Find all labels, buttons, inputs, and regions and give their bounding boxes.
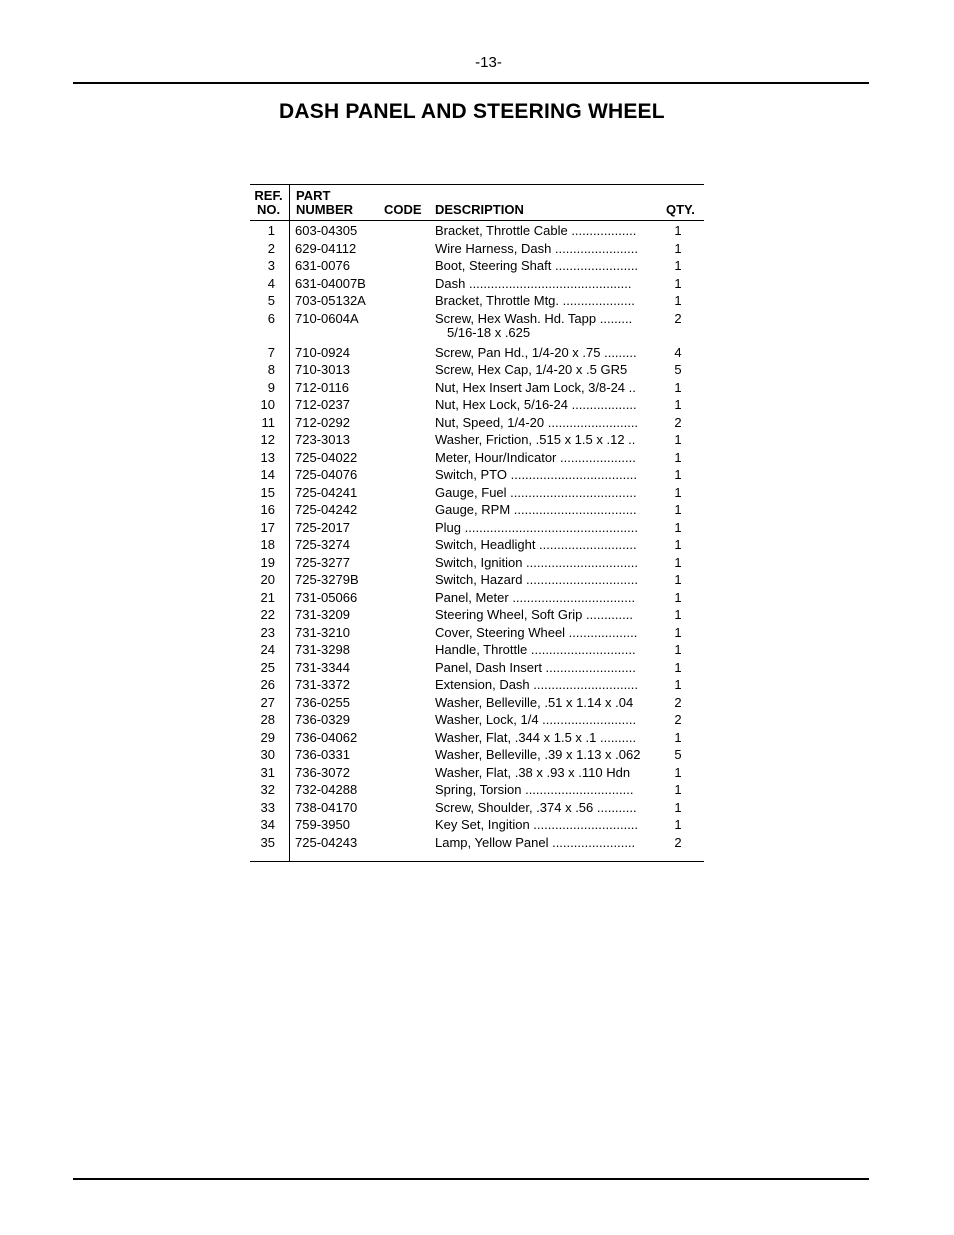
table-row <box>250 799 704 817</box>
description-cell: Washer, Belleville, .39 x 1.13 x .062 <box>435 747 641 762</box>
qty-cell: 1 <box>674 659 682 675</box>
ref-cell: 11 <box>261 414 275 430</box>
header-part-line1: PART <box>296 188 331 203</box>
description-cell: Switch, Hazard ............................... <box>435 572 638 587</box>
qty-cell: 4 <box>674 344 682 360</box>
description-cell: Dash ............................................. <box>435 275 632 291</box>
description-cell: Boot, Steering Shaft ....................... <box>435 258 639 273</box>
ref-cell: 24 <box>260 642 275 657</box>
part-number-cell: 703-05132A <box>295 293 366 308</box>
part-number-cell: 731-3210 <box>295 624 350 640</box>
qty-cell: 1 <box>674 642 682 657</box>
table-row <box>250 676 704 694</box>
part-number-cell: 629-04112 <box>295 240 357 256</box>
part-number-cell: 725-3274 <box>295 537 350 552</box>
table-row <box>250 729 704 747</box>
description-cell: Extension, Dash ............................. <box>435 677 639 692</box>
table-row <box>250 659 704 677</box>
header-code: CODE <box>384 202 422 217</box>
description-cell: Nut, Hex Insert Jam Lock, 3/8-24 .. <box>435 379 636 395</box>
qty-cell: 1 <box>674 799 682 815</box>
ref-cell: 28 <box>260 712 275 727</box>
ref-cell: 32 <box>260 782 275 797</box>
description-cell: Wire Harness, Dash ....................... <box>435 240 638 256</box>
part-number-cell: 736-3072 <box>295 764 350 780</box>
table-row <box>250 501 704 519</box>
ref-cell: 6 <box>267 310 275 326</box>
table-row <box>250 344 704 362</box>
parts-table <box>250 184 704 862</box>
part-number-cell: 725-04241 <box>295 484 358 500</box>
part-number-cell: 731-3209 <box>295 607 350 622</box>
qty-cell: 1 <box>674 240 682 256</box>
table-row <box>250 257 704 275</box>
table-row <box>250 571 704 589</box>
ref-cell: 35 <box>260 834 275 850</box>
qty-cell: 1 <box>674 554 682 570</box>
ref-cell: 21 <box>260 589 275 605</box>
part-number-cell: 759-3950 <box>295 817 350 832</box>
qty-cell: 5 <box>674 747 682 762</box>
qty-cell: 2 <box>674 834 682 850</box>
part-number-cell: 710-0604A <box>295 310 359 326</box>
part-number-cell: 732-04288 <box>295 782 358 797</box>
part-number-cell: 731-05066 <box>295 589 358 605</box>
qty-cell: 5 <box>674 362 682 377</box>
qty-cell: 1 <box>674 293 682 308</box>
qty-cell: 1 <box>674 449 682 465</box>
description-cell: Cover, Steering Wheel ................... <box>435 624 638 640</box>
qty-cell: 1 <box>674 729 682 745</box>
ref-cell: 7 <box>267 344 275 360</box>
ref-cell: 14 <box>260 467 275 482</box>
ref-cell: 4 <box>267 275 275 291</box>
description-cell: Panel, Dash Insert ......................... <box>435 659 636 675</box>
page-number: -13- <box>475 54 502 71</box>
ref-cell: 17 <box>260 519 275 535</box>
part-number-cell: 725-04243 <box>295 834 358 850</box>
ref-cell: 12 <box>260 432 275 447</box>
ref-cell: 25 <box>260 659 275 675</box>
table-row <box>250 414 704 432</box>
page-title: DASH PANEL AND STEERING WHEEL <box>279 100 665 123</box>
table-row <box>250 484 704 502</box>
description-cell: Bracket, Throttle Mtg. .................... <box>435 293 635 308</box>
table-body <box>250 222 704 851</box>
table-row <box>250 240 704 258</box>
table-row <box>250 816 704 834</box>
qty-cell: 1 <box>674 397 682 412</box>
table-row <box>250 554 704 572</box>
description-continuation-cell: 5/16-18 x .625 <box>447 324 531 340</box>
description-cell: Gauge, Fuel ................................... <box>435 484 637 500</box>
description-cell: Washer, Friction, .515 x 1.5 x .12 .. <box>435 432 636 447</box>
part-number-cell: 736-04062 <box>295 729 358 745</box>
ref-cell: 9 <box>267 379 275 395</box>
ref-cell: 30 <box>260 747 275 762</box>
description-cell: Key Set, Ingition ............................. <box>435 817 639 832</box>
description-cell: Spring, Torsion .............................. <box>435 782 634 797</box>
top-divider <box>73 82 869 84</box>
qty-cell: 1 <box>674 502 682 517</box>
table-row <box>250 310 704 344</box>
qty-cell: 1 <box>674 624 682 640</box>
table-row <box>250 641 704 659</box>
header-description: DESCRIPTION <box>435 202 524 217</box>
header-ref-line1: REF. <box>254 188 283 203</box>
description-cell: Nut, Speed, 1/4-20 ......................... <box>435 414 639 430</box>
bottom-divider <box>73 1178 869 1180</box>
qty-cell: 1 <box>674 379 682 395</box>
ref-cell: 18 <box>260 537 275 552</box>
part-number-cell: 725-04076 <box>295 467 358 482</box>
table-row <box>250 275 704 293</box>
part-number-cell: 725-04242 <box>295 502 358 517</box>
ref-cell: 13 <box>260 449 275 465</box>
header-part-number <box>296 189 353 217</box>
part-number-cell: 736-0331 <box>295 747 350 762</box>
description-cell: Meter, Hour/Indicator ..................... <box>435 449 636 465</box>
part-number-cell: 631-0076 <box>295 258 350 273</box>
table-row <box>250 781 704 799</box>
description-cell: Nut, Hex Lock, 5/16-24 .................. <box>435 397 637 412</box>
description-cell: Switch, PTO ................................... <box>435 467 638 482</box>
qty-cell: 1 <box>674 572 682 587</box>
description-cell: Screw, Hex Cap, 1/4-20 x .5 GR5 <box>435 362 628 377</box>
qty-cell: 1 <box>674 677 682 692</box>
qty-cell: 1 <box>674 275 682 291</box>
qty-cell: 1 <box>674 519 682 535</box>
ref-cell: 2 <box>267 240 275 256</box>
description-cell: Washer, Belleville, .51 x 1.14 x .04 <box>435 694 634 710</box>
part-number-cell: 736-0255 <box>295 694 350 710</box>
ref-cell: 22 <box>260 607 275 622</box>
ref-cell: 8 <box>267 362 275 377</box>
ref-cell: 29 <box>260 729 275 745</box>
table-header <box>250 185 704 221</box>
qty-cell: 1 <box>674 607 682 622</box>
table-row <box>250 431 704 449</box>
part-number-cell: 603-04305 <box>295 223 358 238</box>
description-cell: Gauge, RPM .................................. <box>435 502 637 517</box>
part-number-cell: 631-04007B <box>295 275 366 291</box>
table-row <box>250 292 704 310</box>
table-row <box>250 694 704 712</box>
qty-cell: 2 <box>674 712 682 727</box>
ref-cell: 27 <box>260 694 275 710</box>
description-cell: Switch, Ignition ............................... <box>435 554 639 570</box>
part-number-cell: 731-3298 <box>295 642 350 657</box>
table-row <box>250 764 704 782</box>
table-row <box>250 222 704 240</box>
part-number-cell: 712-0237 <box>295 397 350 412</box>
description-cell: Washer, Lock, 1/4 .......................... <box>435 712 637 727</box>
table-row <box>250 396 704 414</box>
ref-cell: 16 <box>260 502 275 517</box>
part-number-cell: 712-0116 <box>295 379 349 395</box>
table-row <box>250 519 704 537</box>
part-number-cell: 736-0329 <box>295 712 350 727</box>
part-number-cell: 725-2017 <box>295 519 350 535</box>
ref-cell: 3 <box>267 258 275 273</box>
header-ref <box>250 189 287 217</box>
header-ref-line2: NO. <box>256 202 281 217</box>
part-number-cell: 725-04022 <box>295 449 358 465</box>
qty-cell: 1 <box>674 782 682 797</box>
table-row <box>250 746 704 764</box>
description-cell: Switch, Headlight ........................... <box>435 537 637 552</box>
table-row <box>250 449 704 467</box>
description-cell: Screw, Hex Wash. Hd. Tapp ......... <box>435 310 633 326</box>
ref-cell: 19 <box>260 554 275 570</box>
part-number-cell: 731-3344 <box>295 659 350 675</box>
qty-cell: 1 <box>674 764 682 780</box>
description-cell: Plug ................................................ <box>435 519 638 535</box>
part-number-cell: 725-3277 <box>295 554 350 570</box>
ref-cell: 33 <box>260 799 275 815</box>
part-number-cell: 725-3279B <box>295 572 359 587</box>
part-number-cell: 738-04170 <box>295 799 358 815</box>
qty-cell: 1 <box>674 589 682 605</box>
table-row <box>250 711 704 729</box>
description-cell: Screw, Pan Hd., 1/4-20 x .75 ......... <box>435 344 637 360</box>
qty-cell: 1 <box>674 817 682 832</box>
qty-cell: 1 <box>674 432 682 447</box>
table-row <box>250 379 704 397</box>
part-number-cell: 731-3372 <box>295 677 350 692</box>
description-cell: Handle, Throttle ............................. <box>435 642 636 657</box>
table-row <box>250 834 704 852</box>
table-row <box>250 536 704 554</box>
qty-cell: 2 <box>674 694 682 710</box>
part-number-cell: 723-3013 <box>295 432 350 447</box>
header-part-line2: NUMBER <box>296 202 354 217</box>
qty-cell: 1 <box>674 258 682 273</box>
header-qty: QTY. <box>666 202 695 217</box>
ref-cell: 23 <box>260 624 275 640</box>
qty-cell: 2 <box>674 414 682 430</box>
ref-cell: 1 <box>267 223 275 238</box>
table-row <box>250 466 704 484</box>
description-cell: Steering Wheel, Soft Grip ............. <box>435 607 633 622</box>
table-row <box>250 624 704 642</box>
qty-cell: 1 <box>674 467 682 482</box>
ref-cell: 34 <box>260 817 275 832</box>
qty-cell: 1 <box>674 484 682 500</box>
ref-cell: 15 <box>260 484 275 500</box>
table-row <box>250 361 704 379</box>
part-number-cell: 712-0292 <box>295 414 350 430</box>
ref-cell: 5 <box>267 293 275 308</box>
table-row <box>250 589 704 607</box>
description-cell: Bracket, Throttle Cable .................. <box>435 223 637 238</box>
ref-cell: 26 <box>260 677 275 692</box>
qty-cell: 1 <box>674 537 682 552</box>
qty-cell: 2 <box>674 310 682 326</box>
description-cell: Washer, Flat, .344 x 1.5 x .1 .......... <box>435 729 637 745</box>
description-cell: Screw, Shoulder, .374 x .56 ........... <box>435 799 637 815</box>
ref-cell: 31 <box>260 764 275 780</box>
part-number-cell: 710-3013 <box>295 362 350 377</box>
qty-cell: 1 <box>674 223 682 238</box>
part-number-cell: 710-0924 <box>295 344 350 360</box>
description-cell: Panel, Meter .................................. <box>435 589 636 605</box>
table-row <box>250 606 704 624</box>
ref-cell: 10 <box>260 397 275 412</box>
ref-cell: 20 <box>260 572 275 587</box>
description-cell: Lamp, Yellow Panel ....................... <box>435 834 636 850</box>
description-cell: Washer, Flat, .38 x .93 x .110 Hdn <box>435 764 631 780</box>
